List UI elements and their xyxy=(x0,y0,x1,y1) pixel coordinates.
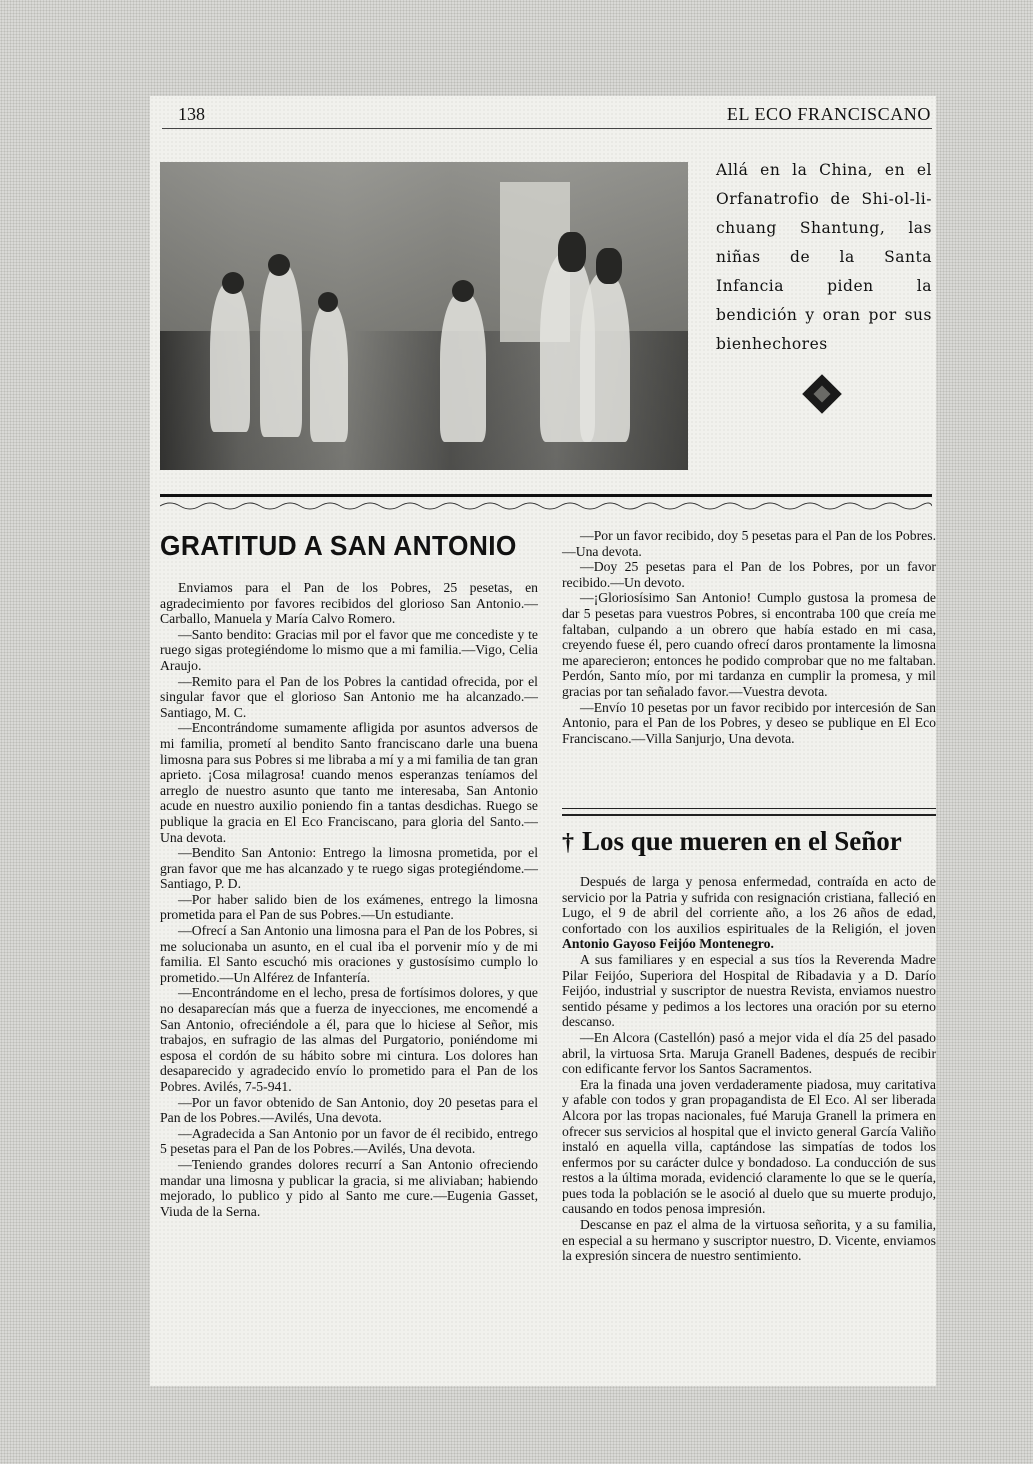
double-rule xyxy=(562,808,936,816)
paragraph: —Ofrecí a San Antonio una limosna para el Pan de los Pobres, si me solucionaba un asunto, en el cual iba el porvenir mío y de mi familia. El Santo escuchó mis oraciones y gustosísimo cumplo lo prometido.—Un Alférez de Infantería. xyxy=(160,923,538,985)
paragraph: —Santo bendito: Gracias mil por el favor que me concediste y te ruego sigas protegiéndome lo mismo que a mi familia.—Vigo, Celia Araujo. xyxy=(160,626,538,673)
orphanage-photo xyxy=(160,162,688,470)
paragraph xyxy=(562,874,936,952)
paragraph-text: Después de larga y penosa enfermedad, contraída en acto de servicio por la Patria y sufrida con resignación cristiana, falleció en Lugo, el 9 de abril del corriente año, a los 26 años de edad, confortado con los auxilios espirituales de la Religión, el joven xyxy=(562,874,936,936)
paragraph: —Envío 10 pesetas por un favor recibido por intercesión de San Antonio, para el Pan de los Pobres, y deseo se publique en El Eco Franciscano.—Villa Sanjurjo, Una devota. xyxy=(562,699,936,746)
running-header: EL ECO FRANCISCANO xyxy=(726,104,931,124)
cross-icon: † xyxy=(562,830,574,856)
photo-head xyxy=(268,254,290,276)
article-title-obituaries xyxy=(562,826,936,857)
paragraph: —Por haber salido bien de los exámenes, entrego la limosna prometida para el Pan de sus Pobres.—Un estudiante. xyxy=(160,891,538,923)
article-title-gratitud: GRATITUD A SAN ANTONIO xyxy=(160,530,517,561)
separator-wave xyxy=(160,503,932,509)
obituaries-title-text: Los que mueren en el Señor xyxy=(582,826,902,856)
separator-bar xyxy=(160,494,932,497)
photo-figure xyxy=(260,262,302,437)
paragraph: Descanse en paz el alma de la virtuosa señorita, y a su familia, en especial a su hermano y suscriptor nuestro, D. Vicente, enviamos la expresión sincera de nuestro sentimiento. xyxy=(562,1217,936,1264)
article-gratitud-right-column xyxy=(562,528,936,746)
paragraph: —Remito para el Pan de los Pobres la cantidad ofrecida, por el singular favor que el glorioso San Antonio me ha alcanzado.—Santiago, M. C. xyxy=(160,673,538,720)
photo-figure xyxy=(210,282,250,432)
paragraph: —Bendito San Antonio: Entrego la limosna prometida, por el gran favor que me has alcanzado y te ruego sigas protegiéndome.—Santiago, P. D. xyxy=(160,845,538,892)
paragraph: —Por un favor recibido, doy 5 pesetas para el Pan de los Pobres.—Una devota. xyxy=(562,528,936,559)
photo-figure xyxy=(310,302,348,442)
paragraph: —Encontrándome en el lecho, presa de fortísimos dolores, y que no desaparecían más que a fuerza de inyecciones, me encomendé a San Antonio, ofreciéndole a él, para que lo hiciese al Señor, mis trabajos, en sufragio de las almas del Purgatorio, poniéndome mi esposa el cordón de su hábito sobre mi cintura. Los dolores han desaparecido y agradecido envío lo prometido para el Pan de los Pobres. Avilés, 7-5-941. xyxy=(160,985,538,1094)
paragraph: —Teniendo grandes dolores recurrí a San Antonio ofreciendo mandar una limosna y publicar la gracia, si me aliviaban; habiendo mejorado, lo publico y pido al Santo me cure.—Eugenia Gasset, Viuda de la Serna. xyxy=(160,1156,538,1219)
paragraph: —Encontrándome sumamente afligida por asuntos adversos de mi familia, prometí al bendito Santo franciscano darle una buena limosna para sus Pobres si me libraba a mí y a mi familia de tan gran aprieto. ¡Cosa milagrosa! cuando menos esperanzas teníamos del arreglo de nuestro asunto que tanto me interesaba, San Antonio acude en nuestro auxilio poniendo fin a tantas desdichas. Ruego se publique la gracia en El Eco Franciscano, para gloria del Santo.—Una devota. xyxy=(160,720,538,845)
photo-head xyxy=(596,248,622,284)
paragraph: —Por un favor obtenido de San Antonio, doy 20 pesetas para el Pan de los Pobres.—Avilés, Una devota. xyxy=(160,1094,538,1126)
header-rule xyxy=(162,128,932,129)
photo-head xyxy=(318,292,338,312)
paragraph: Era la finada una joven verdaderamente piadosa, muy caritativa y afable con todos y gran propagandista de El Eco. Al ser liberada Alcora por las tropas nacionales, fué Maruja Granell la primera en ofrecer sus servicios al hospital que el invicto general García Valiño instaló en aquella villa, captándose las simpatías de todos los enfermos por su carácter dulce y bondadoso. La conducción de sus restos a la última morada, evidenció claramente lo que se le quería, pues toda la población se le asoció al duelo que su muerte produjo, causando en todos penosa impresión. xyxy=(562,1076,936,1217)
section-separator xyxy=(160,488,932,518)
article-obituaries-column xyxy=(562,874,936,1264)
paragraph: —¡Gloriosísimo San Antonio! Cumplo gustosa la promesa de dar 5 pesetas para vuestros Pobres, si encontraba 100 que creía me faltaban, culpando a un obrero que había estado en mi casa, creyendo fuese él, pero cuando ofrecí daros prontamente la limosna me aparecieron; entonces he podido comprobar que no me faltaban. Perdón, Santo mío, por mi tardanza en cumplir la promesa, y mil gracias por tan señalado favor.—Vuestra devota. xyxy=(562,590,936,699)
paragraph: Enviamos para el Pan de los Pobres, 25 pesetas, en agradecimiento por favores recibidos del glorioso San Antonio.—Carballo, Manuela y María Calvo Romero. xyxy=(160,580,538,627)
photo-head xyxy=(452,280,474,302)
paragraph: —En Alcora (Castellón) pasó a mejor vida el día 25 del pasado abril, la virtuosa Srta. Maruja Granell Badenes, después de recibir con edificante fervor los Santos Sacramentos. xyxy=(562,1029,936,1077)
paragraph: A sus familiares y en especial a sus tíos la Reverenda Madre Pilar Feijóo, Superiora del Hospital de Ribadavia y a D. Darío Feijóo, industrial y suscriptor de nuestra Revista, enviamos nuestro sentido pésame y pedimos a los lectores una oración por su eterno descanso. xyxy=(562,951,936,1030)
photo-head xyxy=(222,272,244,294)
photo-figure xyxy=(440,292,486,442)
paragraph: —Doy 25 pesetas para el Pan de los Pobres, por un favor recibido.—Un devoto. xyxy=(562,559,936,590)
paragraph: —Agradecida a San Antonio por un favor de él recibido, entrego 5 pesetas para el Pan de los Pobres.—Avilés, Una devota. xyxy=(160,1125,538,1157)
photo-figure xyxy=(580,272,630,442)
page-number: 138 xyxy=(178,104,205,124)
photo-head xyxy=(558,232,586,272)
photo-caption: Allá en la China, en el Orfanatrofio de Shi-ol-li-chuang Shantung, las niñas de la Santa Infancia piden la bendición y oran por sus bienhechores xyxy=(716,161,932,353)
article-gratitud-left-column xyxy=(160,580,538,1219)
deceased-name: Antonio Gayoso Feijóo Montenegro. xyxy=(562,936,774,952)
